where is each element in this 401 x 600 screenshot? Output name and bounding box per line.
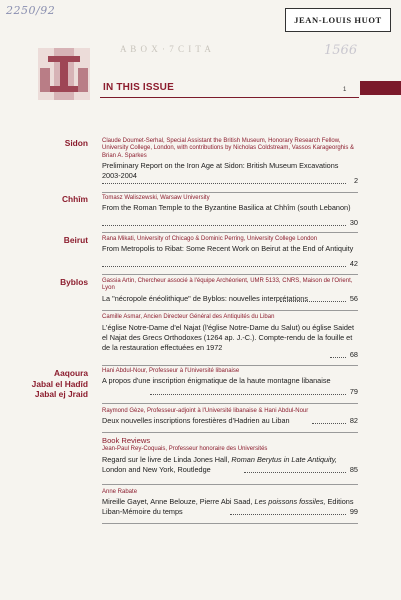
entry-page: 2 bbox=[353, 176, 358, 185]
review-title-suffix: Editions Liban-Mémoire du temps bbox=[102, 497, 354, 516]
review-author: Anne Rabate bbox=[102, 489, 138, 495]
entry-separator bbox=[102, 192, 358, 193]
entry-separator bbox=[102, 274, 358, 275]
place-beirut: Beirut bbox=[63, 235, 88, 245]
entry-author: Rana Mikati, University of Chicago & Dominic Perring, University College London bbox=[102, 236, 318, 242]
place-jabal-ej-jraid: Jabal ej Jraid bbox=[34, 389, 88, 399]
entry-page: 42 bbox=[349, 259, 358, 268]
review-title-suffix: London and New York, Routledge bbox=[102, 464, 211, 474]
entry-title: Deux nouvelles inscriptions forestières d'Hadrien au Liban bbox=[102, 416, 290, 425]
review-page: 99 bbox=[349, 507, 358, 516]
entry-page: 82 bbox=[349, 416, 358, 425]
entry-separator bbox=[102, 310, 358, 311]
place-byblos: Byblos bbox=[60, 277, 88, 287]
place-chhim: Chhîm bbox=[61, 194, 88, 204]
entry-separator bbox=[102, 403, 358, 404]
review-title-italic: Les poissons fossiles, bbox=[254, 497, 326, 506]
page-number: 1 bbox=[343, 87, 347, 93]
entry-separator bbox=[102, 232, 358, 233]
entry-title: La "nécropole énéolithique" de Byblos: nouvelles interprétations bbox=[102, 294, 308, 303]
journal-logo bbox=[38, 48, 90, 100]
review-author: Jean-Paul Rey-Coquais, Professeur honoraire des Universités bbox=[102, 446, 268, 452]
review-page-row bbox=[102, 507, 358, 517]
entry-title: Preliminary Report on the Iron Age at Sidon: British Museum Excavations 2003-2004 bbox=[102, 161, 339, 180]
book-reviews-heading: Book Reviews bbox=[102, 436, 151, 445]
entry-page-row bbox=[102, 350, 358, 360]
handwritten-note: 2250/92 bbox=[6, 4, 56, 17]
header-red-tab bbox=[360, 81, 401, 95]
review-separator bbox=[102, 523, 358, 524]
entry-author: Gassia Artin, Chercheur associé à l'équipe Archéorient, UMR 5133, CNRS, Maison de l'Orient, Lyon bbox=[102, 278, 353, 292]
review-title-italic: Roman Berytus in Late Antiquity, bbox=[231, 455, 337, 464]
entry-page: 56 bbox=[349, 294, 358, 303]
library-stamp: 1566 bbox=[324, 43, 358, 58]
entry-page: 79 bbox=[349, 387, 358, 396]
header-rule bbox=[100, 97, 359, 98]
entry-title: A propos d'une inscription énigmatique de la haute montagne libanaise bbox=[102, 376, 331, 385]
review-title-prefix: Regard sur le livre de Linda Jones Hall, bbox=[102, 455, 232, 464]
running-head-author: JEAN-LOUIS HUOT bbox=[285, 8, 391, 32]
entry-separator bbox=[102, 432, 358, 433]
entry-author: Claude Doumet-Serhal, Special Assistant the British Museum, Honorary Research Fellow, University College, London, with contributions by Nicholas Coldstream, Vassos Karageorghis & Brian A. Sparkes bbox=[102, 138, 355, 159]
entry-title: From the Roman Temple to the Byzantine Basilica at Chhîm (south Lebanon) bbox=[102, 203, 351, 212]
place-sidon: Sidon bbox=[64, 138, 88, 148]
entry-page: 68 bbox=[349, 350, 358, 359]
entry-title: From Metropolis to Ribat: Some Recent Work on Beirut at the End of Antiquity bbox=[102, 244, 354, 253]
entry-page-row bbox=[102, 294, 358, 304]
review-page: 85 bbox=[349, 465, 358, 474]
entry-page-row bbox=[102, 176, 358, 186]
place-aaqoura: Aaqoura bbox=[54, 368, 88, 378]
entry-page-row bbox=[102, 259, 358, 269]
entry-page-row bbox=[102, 218, 358, 228]
entry-separator bbox=[102, 365, 358, 366]
entry-page-row bbox=[102, 387, 358, 397]
entry-author: Hani Abdul-Nour, Professeur à l'Université libanaise bbox=[102, 368, 240, 374]
review-title-prefix: Mireille Gayet, Anne Belouze, Pierre Abi Saad, bbox=[102, 497, 255, 506]
entry-author: Tomasz Waliszewski, Warsaw University bbox=[102, 195, 210, 201]
section-title: IN THIS ISSUE bbox=[103, 82, 174, 93]
entry-page-row bbox=[102, 416, 358, 426]
entry-page: 30 bbox=[349, 218, 358, 227]
entry-author: Camille Asmar, Ancien Directeur Général des Antiquités du Liban bbox=[102, 314, 275, 320]
entry-title: L'église Notre-Dame d'el Najat (l'église Notre-Dame du Salut) ou église Saidet el Najat des Grecs Orthodoxes (1264 ap. J.-C.). Compte-rendu de la fouille et de la restauration effectuées en 1972 bbox=[102, 323, 354, 352]
bleed-through-text: A B O X · 7 C I T A bbox=[120, 44, 212, 54]
review-page-row bbox=[102, 465, 358, 475]
place-jabal-el-hadid: Jabal el Hadîd bbox=[31, 378, 88, 389]
review-separator bbox=[102, 484, 358, 485]
entry-author: Raymond Gèze, Professeur-adjoint à l'Université libanaise & Hani Abdul-Nour bbox=[102, 408, 309, 414]
